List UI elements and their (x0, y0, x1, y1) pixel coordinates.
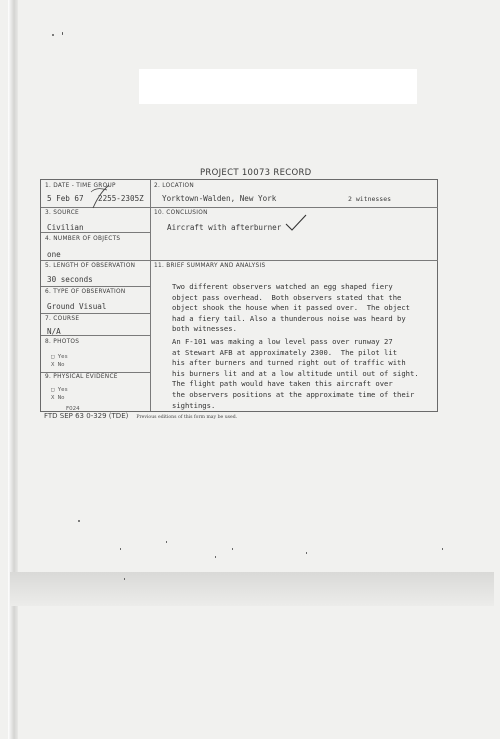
photos-yes-option: □ Yes (51, 354, 68, 360)
scan-speck (52, 34, 54, 36)
form-title: PROJECT 10073 RECORD (200, 168, 312, 178)
date-time-label: 1. DATE - TIME GROUP (45, 183, 116, 189)
scan-speck (232, 548, 233, 550)
location-value: Yorktown-Walden, New York (162, 194, 277, 203)
course-label: 7. COURSE (45, 316, 80, 322)
scan-speck (306, 552, 307, 554)
form-code: F024 (66, 406, 80, 412)
summary-paragraph-1: Two different observers watched an egg shaped fiery object pass overhead. Both observers stated that the object shook the house when it passed over. The object had a fiery tail. Also a thunderous noise was heard by both witnesses. (172, 282, 410, 334)
number-of-objects-label: 4. NUMBER OF OBJECTS (45, 236, 121, 242)
witnesses-value: 2 witnesses (348, 195, 392, 203)
record-form (40, 179, 438, 412)
row-divider (41, 260, 150, 261)
source-value: Civilian (47, 223, 84, 232)
page-edge-shadow (8, 0, 18, 739)
row-divider (41, 313, 150, 314)
row-divider (41, 232, 150, 233)
row-divider (41, 286, 150, 287)
row-divider (150, 207, 438, 208)
length-of-observation-value: 30 seconds (47, 275, 93, 284)
location-label: 2. LOCATION (154, 183, 194, 189)
scan-speck (215, 556, 216, 558)
source-label: 3. SOURCE (45, 210, 80, 216)
handwritten-mark (89, 183, 113, 209)
course-value: N/A (47, 327, 61, 336)
conclusion-value: Aircraft with afterburner (167, 223, 282, 232)
page-bottom-shadow (10, 572, 494, 606)
time-value: 2255-2305Z (98, 194, 144, 203)
checkmark-icon (285, 214, 307, 232)
scan-speck (62, 32, 63, 35)
scan-speck (166, 541, 167, 543)
form-note: Previous editions of this form may be used. (136, 415, 238, 420)
type-of-observation-label: 6. TYPE OF OBSERVATION (45, 289, 126, 295)
physical-evidence-label: 9. PHYSICAL EVIDENCE (45, 374, 118, 380)
form-id: FTD SEP 63 0-329 (TDE) (44, 412, 129, 420)
conclusion-label: 10. CONCLUSION (154, 210, 208, 216)
type-of-observation-value: Ground Visual (47, 302, 107, 311)
number-of-objects-value: one (47, 250, 61, 259)
physical-evidence-yes-option: □ Yes (51, 387, 68, 393)
scan-speck (442, 548, 443, 550)
photos-label: 8. PHOTOS (45, 339, 80, 345)
length-of-observation-label: 5. LENGTH OF OBSERVATION (45, 263, 136, 269)
row-divider (41, 372, 150, 373)
physical-evidence-no-option: X No (51, 395, 65, 401)
date-value: 5 Feb 67 (47, 194, 84, 203)
scan-speck (78, 520, 80, 522)
redaction-box (139, 69, 417, 104)
summary-paragraph-2: An F-101 was making a low level pass over runway 27 at Stewart AFB at approximately 2300. The pilot lit his after burners and turned right out of traffic with his burners lit and at a low altitude until out of sight. The flight path would have taken this aircraft over the observers positions at the approximate time of their sightings. (172, 337, 419, 410)
photos-no-option: X No (51, 362, 65, 368)
row-divider (150, 260, 438, 261)
scan-speck (124, 578, 125, 580)
summary-label: 11. BRIEF SUMMARY AND ANALYSIS (154, 263, 266, 269)
scan-speck (120, 548, 121, 550)
column-divider (150, 180, 151, 411)
form-footer (44, 412, 237, 420)
